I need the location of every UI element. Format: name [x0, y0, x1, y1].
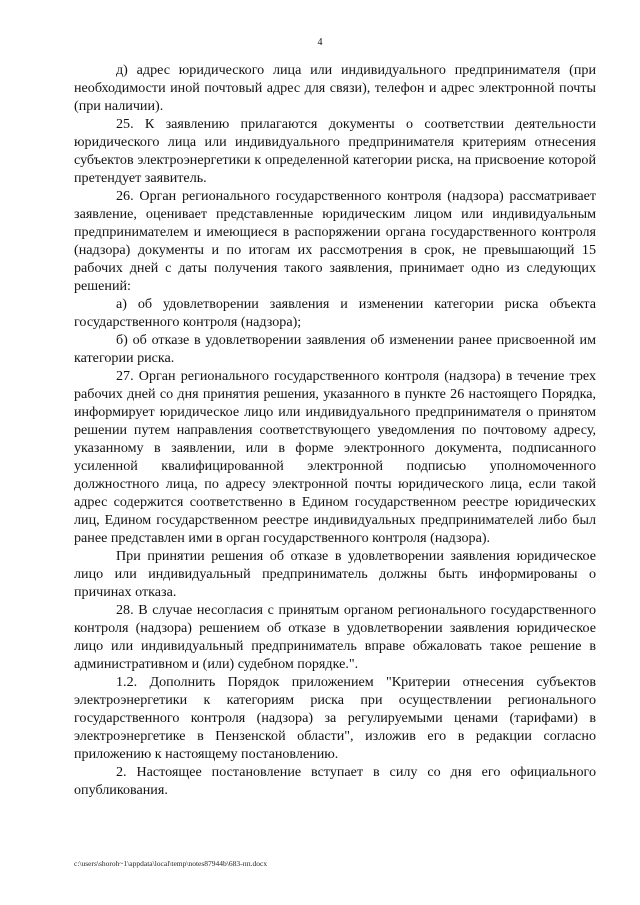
paragraph-2: 2. Настоящее постановление вступает в силу со дня его официального опубликования.	[74, 764, 596, 798]
paragraph-27: 27. Орган регионального государственного контроля (надзора) в течение трех рабочих дней со дня принятия решения, указанного в пункте 26 настоящего Порядка, информирует юридическое лицо или индивидуального предпринимателя о принятом решении путем направления соответствующего уведомления по почтовому адресу, указанному в заявлении, или в форме электронного документа, подписанного усиленной квалифицированной электронной подписью уполномоченного должностного лица, по адресу электронной почты юридического лица, если такой адрес содержится соответственно в Едином государственном реестре юридических лиц, Едином государственном реестре индивидуальных предпринимателей либо был ранее представлен ими в орган государственного контроля (надзора).	[74, 368, 596, 546]
paragraph-26-item-a: а) об удовлетворении заявления и изменении категории риска объекта государственного контроля (надзора);	[74, 296, 596, 330]
document-body	[74, 61, 596, 799]
footer-file-path: c:\users\shoroh~1\appdata\local\temp\notes87944b\683-пп.docx	[74, 859, 268, 868]
paragraph-27-refusal: При принятии решения об отказе в удовлетворении заявления юридическое лицо или индивидуальный предприниматель должны быть информированы о причинах отказа.	[74, 548, 596, 600]
paragraph-1-2: 1.2. Дополнить Порядок приложением "Критерии отнесения субъектов электроэнергетики к категориям риска при осуществлении регионального государственного контроля (надзора) за регулируемыми ценами (тарифами) в электроэнергетике в Пензенской области", изложив его в редакции согласно приложению к настоящему постановлению.	[74, 674, 596, 762]
paragraph-26: 26. Орган регионального государственного контроля (надзора) рассматривает заявление, оценивает представленные юридическим лицом или индивидуальным предпринимателем и имеющиеся в распоряжении органа государственного контроля (надзора) документы и по итогам их рассмотрения в срок, не превышающий 15 рабочих дней с даты получения такого заявления, принимает одно из следующих решений:	[74, 188, 596, 294]
paragraph-26-item-b: б) об отказе в удовлетворении заявления об изменении ранее присвоенной им категории риска.	[74, 332, 596, 366]
page-number: 4	[317, 37, 323, 48]
paragraph-28: 28. В случае несогласия с принятым органом регионального государственного контроля (надзора) решением об отказе в удовлетворении заявления юридическое лицо или индивидуальный предприниматель вправе обжаловать такое решение в административном и (или) судебном порядке.".	[74, 602, 596, 672]
paragraph-25: 25. К заявлению прилагаются документы о соответствии деятельности юридического лица или индивидуального предпринимателя критериям отнесения субъектов электроэнергетики к определенной категории риска, на присвоение которой претендует заявитель.	[74, 116, 596, 186]
paragraph-address-item-d: д) адрес юридического лица или индивидуального предпринимателя (при необходимости иной почтовый адрес для связи), телефон и адрес электронной почты (при наличии).	[74, 62, 596, 114]
